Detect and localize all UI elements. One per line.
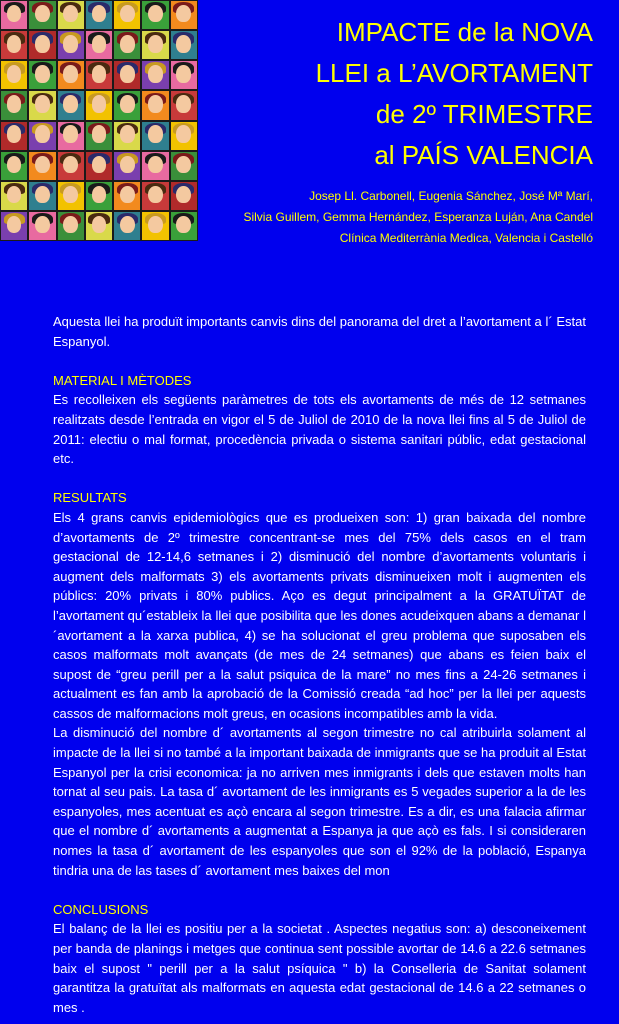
portrait-face: [92, 65, 107, 82]
results-heading: RESULTATS: [53, 490, 127, 506]
conclusions-paragraph: El balanç de la llei es positiu per a la societat . Aspectes negatius son: a) desconeixement per banda de planings i metges que continua sent possible avortar de 14.6 a 22.6 setmanes baix el supost " perill per a la salut psíquica " b) la Conselleria de Sanitat solament garantitza la gratuïtat als malformats en aquesta edat gestacional de 14.6 a 22 setmanes o mes .: [53, 921, 586, 1015]
portrait-face: [92, 156, 107, 173]
portrait-tile: [86, 182, 112, 210]
portrait-tile: [58, 152, 84, 180]
portrait-tile: [29, 212, 55, 240]
portrait-tile: [58, 91, 84, 119]
portrait-face: [92, 186, 107, 203]
portrait-face: [7, 125, 22, 142]
portrait-face: [120, 216, 135, 233]
affiliation-line: Clínica Mediterrània Medica, Valencia i Castelló: [339, 231, 593, 245]
portrait-face: [176, 35, 191, 52]
portrait-face: [120, 5, 135, 22]
portrait-tile: [29, 61, 55, 89]
portrait-tile: [29, 31, 55, 59]
portrait-tile: [142, 1, 168, 29]
portrait-face: [120, 35, 135, 52]
portrait-face: [63, 216, 78, 233]
portrait-tile: [1, 212, 27, 240]
portrait-tile: [1, 61, 27, 89]
portrait-tile: [1, 31, 27, 59]
portrait-face: [148, 5, 163, 22]
portrait-tile: [86, 122, 112, 150]
portrait-face: [35, 186, 50, 203]
portrait-face: [35, 5, 50, 22]
portrait-tile: [29, 182, 55, 210]
portrait-tile: [1, 91, 27, 119]
portrait-face: [7, 216, 22, 233]
material-heading: MATERIAL I MÈTODES: [53, 372, 192, 388]
portrait-tile: [58, 212, 84, 240]
portrait-tile: [86, 61, 112, 89]
portrait-tile: [29, 1, 55, 29]
portrait-face: [176, 65, 191, 82]
portrait-face: [120, 186, 135, 203]
portrait-tile: [114, 31, 140, 59]
portrait-face: [35, 35, 50, 52]
portrait-tile: [1, 1, 27, 29]
portrait-tile: [58, 182, 84, 210]
portrait-face: [148, 216, 163, 233]
portrait-tile: [114, 182, 140, 210]
portrait-face: [148, 186, 163, 203]
authors-line: Silvia Guillem, Gemma Hernández, Esperanza Luján, Ana Candel: [243, 210, 593, 224]
portrait-face: [120, 125, 135, 142]
main-content: [53, 312, 586, 1017]
portrait-face: [7, 35, 22, 52]
portrait-tile: [114, 212, 140, 240]
portrait-face: [35, 65, 50, 82]
portrait-tile: [1, 152, 27, 180]
portrait-face: [92, 5, 107, 22]
portrait-tile: [86, 212, 112, 240]
portrait-tile: [86, 152, 112, 180]
conclusions-heading: CONCLUSIONS: [53, 901, 149, 917]
portrait-face: [176, 125, 191, 142]
portrait-tile: [86, 31, 112, 59]
material-paragraph: Es recolleixen els següents paràmetres de tots els avortaments de més de 12 setmanes realitzats desde l’entrada en vigor el 5 de Juliol de 2010 de la nova llei fins al 5 de Juliol de 2011: electiu o mal format, procedència privada o sistema sanitari públic, edat gestacional etc.: [53, 392, 586, 467]
portrait-face: [7, 5, 22, 22]
portrait-tile: [58, 1, 84, 29]
portrait-tile: [142, 152, 168, 180]
portrait-face: [7, 95, 22, 112]
portrait-tile: [114, 1, 140, 29]
portrait-face: [92, 35, 107, 52]
portrait-face: [63, 35, 78, 52]
portrait-face: [176, 156, 191, 173]
portrait-tile: [142, 122, 168, 150]
portrait-face: [63, 125, 78, 142]
portrait-tile: [142, 212, 168, 240]
portrait-tile: [29, 152, 55, 180]
portrait-tile: [86, 1, 112, 29]
portrait-face: [120, 65, 135, 82]
title-line: IMPACTE de la NOVA: [336, 17, 593, 47]
portrait-face: [7, 156, 22, 173]
portrait-face: [63, 95, 78, 112]
authors-line: Josep Ll. Carbonell, Eugenia Sánchez, José Mª Marí,: [309, 189, 593, 203]
portrait-face: [92, 125, 107, 142]
portrait-face: [63, 156, 78, 173]
portrait-face: [148, 95, 163, 112]
portrait-tile: [142, 61, 168, 89]
portrait-face: [35, 156, 50, 173]
portrait-tile: [114, 152, 140, 180]
portrait-face: [92, 216, 107, 233]
portrait-face: [148, 125, 163, 142]
portrait-tile: [114, 91, 140, 119]
portrait-tile: [1, 182, 27, 210]
intro-paragraph: Aquesta llei ha produït importants canvis dins del panorama del dret a l’avortament a l´ Estat Espanyol.: [53, 314, 586, 349]
portrait-face: [35, 125, 50, 142]
title-line: al PAÍS VALENCIA: [374, 140, 593, 170]
portrait-face: [120, 156, 135, 173]
title-line: de 2º TRIMESTRE: [375, 99, 593, 129]
portrait-face: [120, 95, 135, 112]
portrait-face: [7, 65, 22, 82]
portrait-tile: [29, 91, 55, 119]
portrait-tile: [58, 122, 84, 150]
portrait-face: [63, 5, 78, 22]
results-paragraph: La disminució del nombre d´ avortaments al segon trimestre no cal atribuirla solament al impacte de la llei si no també a la important baixada de inmigrants que se ha produit al Estat Espanyol per la crisi economica: ja no arriven mes inmigrants i dels que estaven molts han tornat al seu pais. La tasa d´ avortament de les inmigrants es 5 vegades superior a la de les espanyoles, mes acentuat es açò encara al segon trimestre. Es a dir, es una falacia afirmar que el nombre d´ avortaments a augmentat a Espanya ja que açò es fals. I si consideraren nomes la tasa d´ avortament de les espanyoles que son el 92% de la població, Espanya tindria una de las tases d´ avortament mes baixes del mon: [53, 725, 586, 878]
portrait-face: [35, 216, 50, 233]
portrait-face: [148, 65, 163, 82]
portrait-tile: [58, 61, 84, 89]
poster-title: [193, 12, 593, 176]
portrait-tile: [114, 122, 140, 150]
portrait-tile: [142, 182, 168, 210]
portrait-tile: [142, 91, 168, 119]
portrait-face: [148, 35, 163, 52]
portrait-face: [176, 95, 191, 112]
portrait-face: [63, 65, 78, 82]
portrait-tile: [1, 122, 27, 150]
portrait-face: [148, 156, 163, 173]
portrait-face: [7, 186, 22, 203]
portrait-tile: [86, 91, 112, 119]
title-line: LLEI a L’AVORTAMENT: [315, 58, 593, 88]
portrait-tile: [142, 31, 168, 59]
portrait-face: [176, 5, 191, 22]
authors-block: [173, 186, 593, 249]
portrait-tile: [58, 31, 84, 59]
portrait-face: [63, 186, 78, 203]
results-paragraph: Els 4 grans canvis epidemiològics que es produeixen son: 1) gran baixada del nombre d’avortaments de 2º trimestre concentrant-se mes del 75% dels casos en el tram gestacional de 12-14,6 setmanes i 2) disminució del nombre d’avortaments voluntaris i augment dels malformats 3) els avortaments privats disminueixen molt i augmenten els públics: 20% privats i 80% publics. Aço es degut principalment a la GRATUÏTAT de l’avortament qu´estableix la llei que posibilita que les dones acudeixquen abans a demanar l´avortament a la xarxa publica, 4) se ha solucionat el greu problema que suposaben els casos malformats molt avançats (de mes de 24 setmanes) que abans es feien baix el supost de “greu perill per a la salut psiquica de la mare” no mes fins a 24-26 setmanes i actualment es fan amb la aprobació de la Comissió creada “ad hoc” per la llei per aquests cassos de malformacions molt greus, en ocasions incompatibles amb la vida.: [53, 509, 586, 721]
portrait-mosaic: [0, 0, 198, 241]
portrait-tile: [114, 61, 140, 89]
portrait-face: [92, 95, 107, 112]
portrait-tile: [29, 122, 55, 150]
portrait-face: [35, 95, 50, 112]
